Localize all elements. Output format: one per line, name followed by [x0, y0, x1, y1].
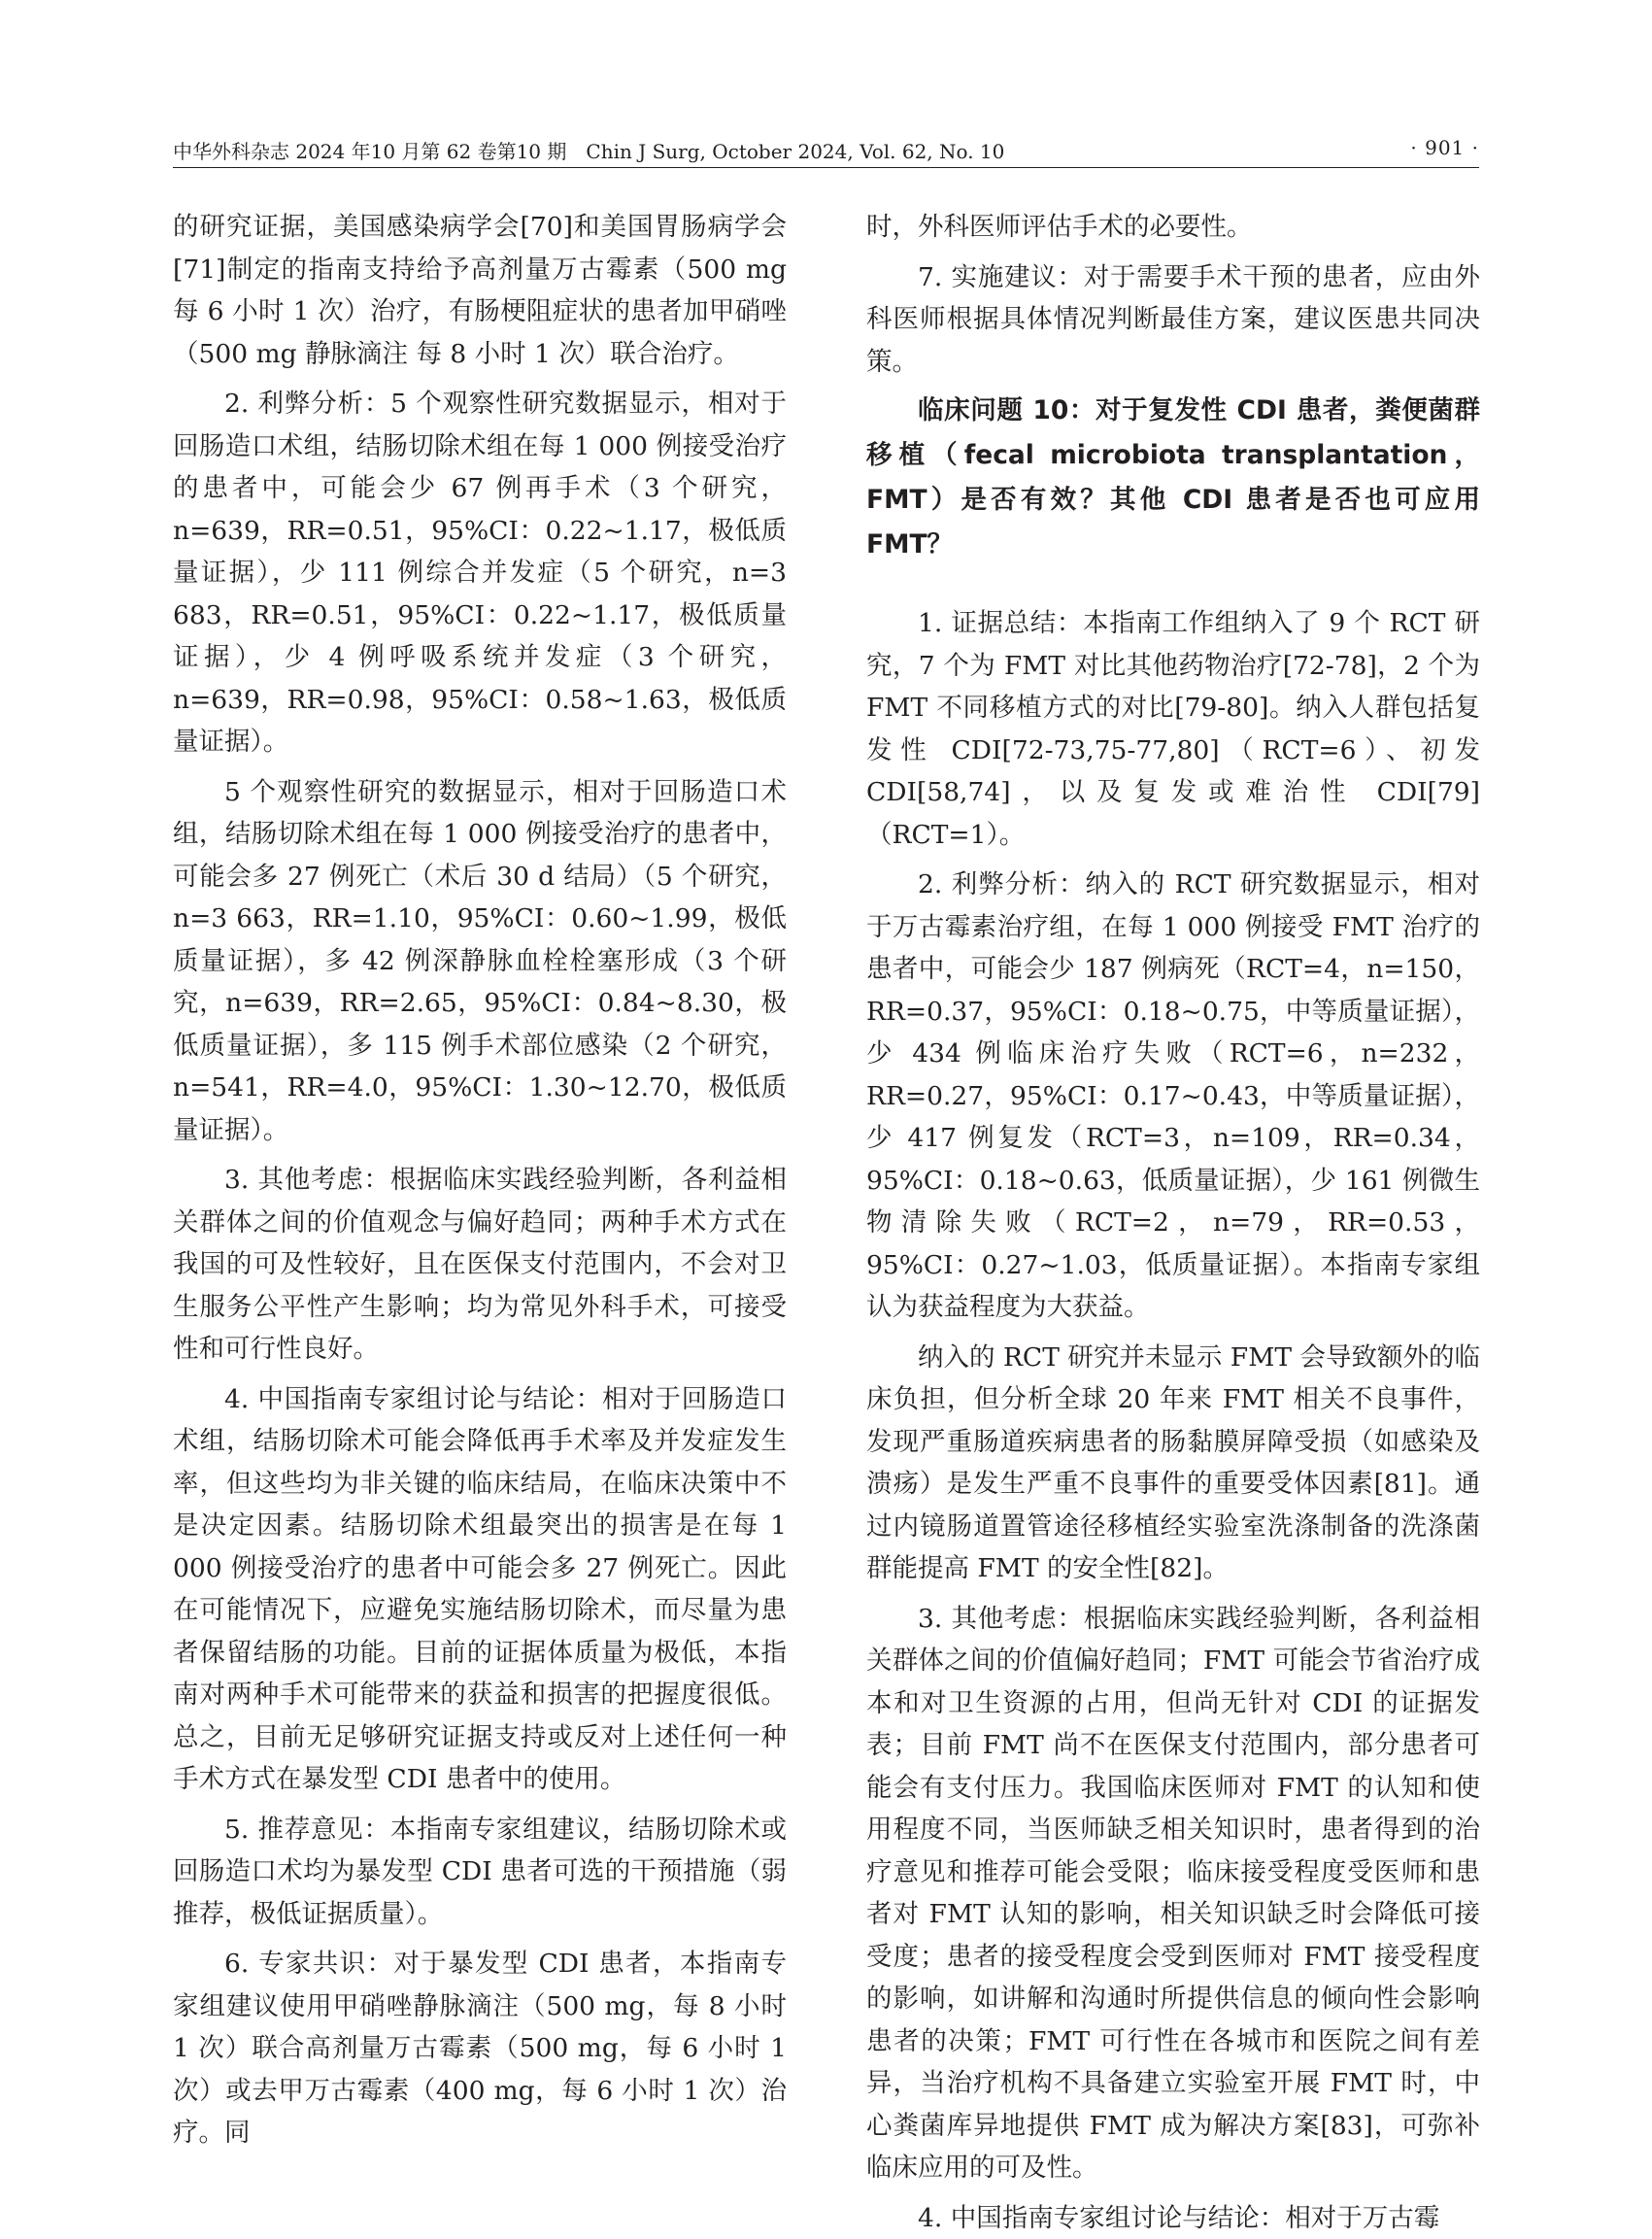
paragraph: 3. 其他考虑：根据临床实践经验判断，各利益相关群体之间的价值偏好趋同；FMT 可能会节省治疗成本和对卫生资源的占用，但尚无针对 CDI 的证据发表；目前 FMT 尚不在医保支付范围内，部分患者可能会有支付压力。我国临床医师对 FMT 的认知和使用程度不同，当医师缺乏相关知识时，患者得到的治疗意见和推荐可能会受限；临床接受程度受医师和患者对 FMT 认知的影响，相关知识缺乏时会降低可接受度；患者的接受程度会受到医师对 FMT 接受程度的影响，如讲解和沟通时所提供信息的倾向性会影响患者的决策；FMT 可行性在各城市和医院之间有差异，当治疗机构不具备建立实验室开展 FMT 时，中心粪菌库异地提供 FMT 成为解决方案[83]，可弥补临床应用的可及性。 — [866, 1598, 1480, 2189]
journal-citation: 中华外科杂志 2024 年10 月第 62 卷第10 期 Chin J Surg, October 2024, Vol. 62, No. 10 — [173, 136, 1004, 164]
running-header — [173, 130, 1479, 173]
paragraph: 的研究证据，美国感染病学会[70]和美国胃肠病学会[71]制定的指南支持给予高剂量万古霉素（500 mg 每 6 小时 1 次）治疗，有肠梗阻症状的患者加甲硝唑（500 mg 静脉滴注 每 8 小时 1 次）联合治疗。 — [173, 206, 787, 375]
paragraph: 纳入的 RCT 研究并未显示 FMT 会导致额外的临床负担，但分析全球 20 年来 FMT 相关不良事件，发现严重肠道疾病患者的肠黏膜屏障受损（如感染及溃疡）是发生严重不良事件的重要受体因素[81]。通过内镜肠道置管途径移植经实验室洗涤制备的洗涤菌群能提高 FMT 的安全性[82]。 — [866, 1337, 1480, 1590]
paragraph: 时，外科医师评估手术的必要性。 — [866, 206, 1480, 249]
paragraph: 6. 专家共识：对于暴发型 CDI 患者，本指南专家组建议使用甲硝唑静脉滴注（500 mg，每 8 小时 1 次）联合高剂量万古霉素（500 mg，每 6 小时 1 次）或去甲万古霉素（400 mg，每 6 小时 1 次）治疗。同 — [173, 1943, 787, 2154]
right-column — [866, 206, 1480, 2239]
paragraph: 4. 中国指南专家组讨论与结论：相对于回肠造口术组，结肠切除术可能会降低再手术率及并发症发生率，但这些均为非关键的临床结局，在临床决策中不是决定因素。结肠切除术组最突出的损害是在每 1 000 例接受治疗的患者中可能会多 27 例死亡。因此在可能情况下，应避免实施结肠切除术，而尽量为患者保留结肠的功能。目前的证据体质量为极低，本指南对两种手术可能带来的获益和损害的把握度很低。总之，目前无足够研究证据支持或反对上述任何一种手术方式在暴发型 CDI 患者中的使用。 — [173, 1378, 787, 1801]
paragraph: 7. 实施建议：对于需要手术干预的患者，应由外科医师根据具体情况判断最佳方案，建议医患共同决策。 — [866, 256, 1480, 384]
page-number: · 901 · — [1410, 136, 1479, 159]
paragraph: 5. 推荐意见：本指南专家组建议，结肠切除术或回肠造口术均为暴发型 CDI 患者可选的干预措施（弱推荐，极低证据质量）。 — [173, 1809, 787, 1936]
paragraph: 4. 中国指南专家组讨论与结论：相对于万古霉 — [866, 2197, 1480, 2239]
paragraph: 1. 证据总结：本指南工作组纳入了 9 个 RCT 研究，7 个为 FMT 对比其他药物治疗[72-78]，2 个为 FMT 不同移植方式的对比[79-80]。纳入人群包括复发性 CDI[72-73,75-77,80]（RCT=6）、初发 CDI[58,74]，以及复发或难治性 CDI[79]（RCT=1）。 — [866, 602, 1480, 856]
left-column — [173, 206, 787, 2154]
section-heading: 临床问题 10：对于复发性 CDI 患者，粪便菌群移植（fecal microbiota transplantation，FMT）是否有效？其他 CDI 患者是否也可应用 FMT？ — [866, 389, 1480, 567]
header-rule — [173, 167, 1479, 168]
paragraph: 2. 利弊分析：5 个观察性研究数据显示，相对于回肠造口术组，结肠切除术组在每 1 000 例接受治疗的患者中，可能会少 67 例再手术（3 个研究，n=639，RR=0.51，95%CI：0.22~1.17，极低质量证据），少 111 例综合并发症（5 个研究，n=3 683，RR=0.51，95%CI：0.22~1.17，极低质量证据），少 4 例呼吸系统并发症（3 个研究，n=639，RR=0.98，95%CI：0.58~1.63，极低质量证据）。 — [173, 383, 787, 763]
paragraph: 3. 其他考虑：根据临床实践经验判断，各利益相关群体之间的价值观念与偏好趋同；两种手术方式在我国的可及性较好，且在医保支付范围内，不会对卫生服务公平性产生影响；均为常见外科手术，可接受性和可行性良好。 — [173, 1159, 787, 1371]
paragraph: 2. 利弊分析：纳入的 RCT 研究数据显示，相对于万古霉素治疗组，在每 1 000 例接受 FMT 治疗的患者中，可能会少 187 例病死（RCT=4，n=150，RR=0.37，95%CI：0.18~0.75，中等质量证据），少 434 例临床治疗失败（RCT=6，n=232，RR=0.27，95%CI：0.17~0.43，中等质量证据），少 417 例复发（RCT=3，n=109，RR=0.34，95%CI：0.18~0.63，低质量证据），少 161 例微生物清除失败（RCT=2，n=79，RR=0.53，95%CI：0.27~1.03，低质量证据）。本指南专家组认为获益程度为大获益。 — [866, 864, 1480, 1329]
paragraph: 5 个观察性研究的数据显示，相对于回肠造口术组，结肠切除术组在每 1 000 例接受治疗的患者中，可能会多 27 例死亡（术后 30 d 结局）（5 个研究，n=3 663，RR=1.10，95%CI：0.60~1.99，极低质量证据），多 42 例深静脉血栓栓塞形成（3 个研究，n=639，RR=2.65，95%CI：0.84~8.30，极低质量证据），多 115 例手术部位感染（2 个研究，n=541，RR=4.0，95%CI：1.30~12.70，极低质量证据）。 — [173, 771, 787, 1152]
